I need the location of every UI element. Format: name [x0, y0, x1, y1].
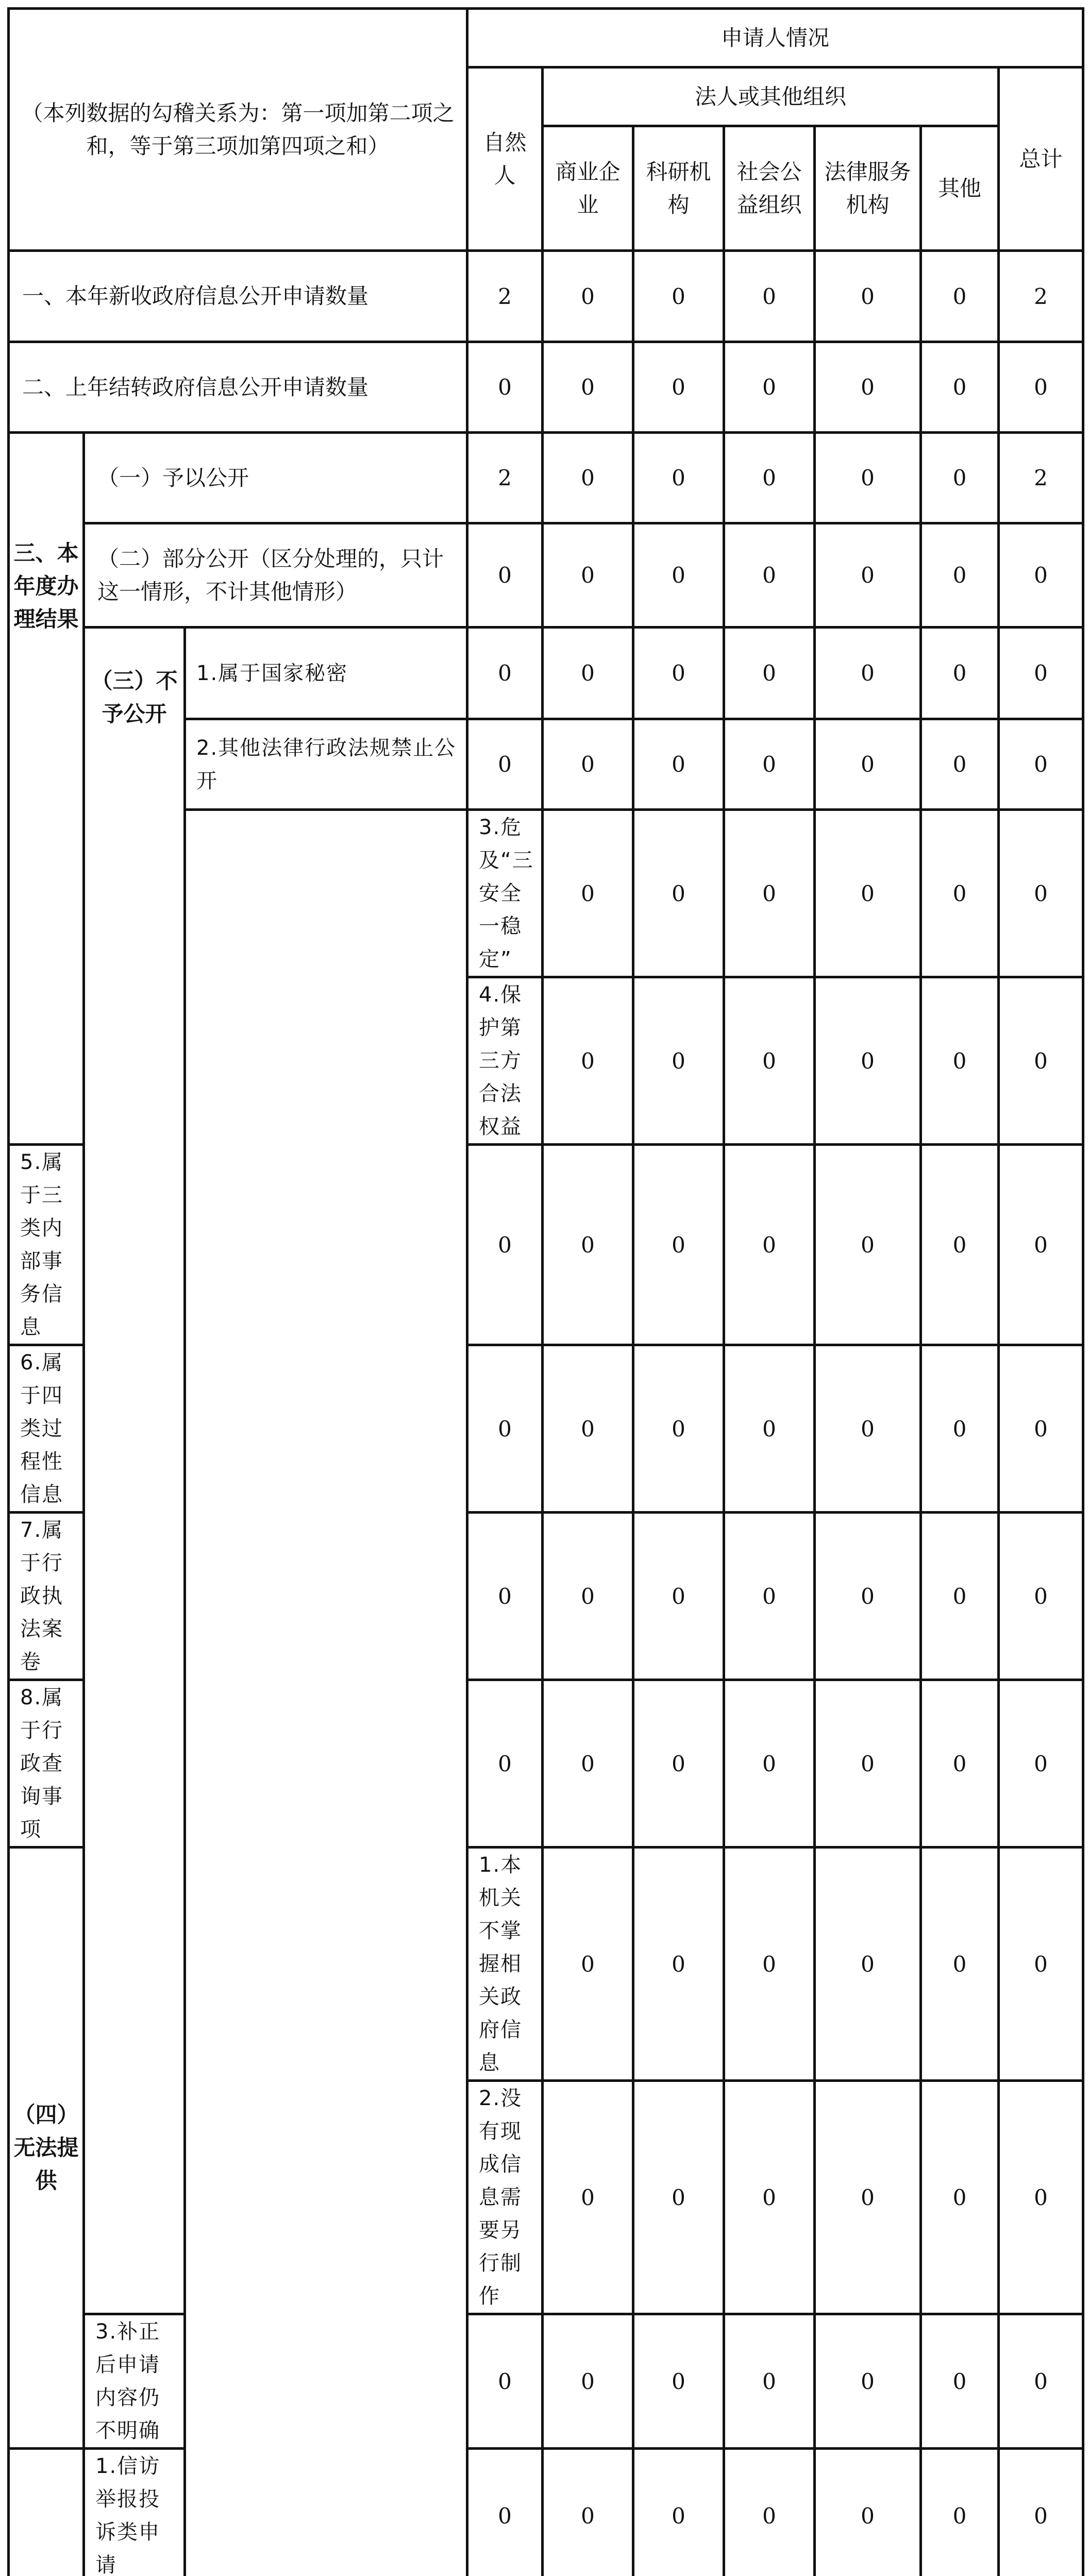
table-row [9, 2449, 1083, 2576]
value-cell: 0 [633, 2314, 724, 2449]
value-cell: 0 [724, 2449, 815, 2576]
value-cell: 0 [999, 1145, 1083, 1345]
value-cell: 0 [724, 719, 815, 810]
value-cell: 0 [999, 2449, 1083, 2576]
value-cell: 2 [467, 433, 543, 523]
row-label: 一、本年新收政府信息公开申请数量 [9, 251, 467, 342]
value-cell: 0 [921, 1848, 999, 2081]
value-cell: 0 [724, 342, 815, 433]
value-cell: 0 [724, 1345, 815, 1513]
row-label: 二、上年结转政府信息公开申请数量 [9, 342, 467, 433]
value-cell: 0 [543, 628, 633, 719]
value-cell: 0 [999, 1345, 1083, 1513]
table-row [9, 2314, 1083, 2449]
social-header: 社会公益组织 [724, 126, 815, 251]
table-row [9, 251, 1083, 342]
value-cell: 0 [543, 1680, 633, 1848]
value-cell: 0 [724, 1145, 815, 1345]
value-cell: 0 [921, 628, 999, 719]
value-cell: 0 [999, 719, 1083, 810]
legal-group-header: 法人或其他组织 [543, 67, 999, 126]
value-cell: 0 [467, 719, 543, 810]
value-cell: 0 [815, 810, 921, 977]
value-cell: 0 [467, 523, 543, 628]
value-cell: 0 [724, 433, 815, 523]
value-cell: 0 [815, 2081, 921, 2314]
value-cell: 0 [815, 2449, 921, 2576]
value-cell: 0 [724, 2314, 815, 2449]
value-cell: 0 [633, 342, 724, 433]
row-label: 2.没有现成信息需要另行制作 [467, 2081, 543, 2314]
value-cell: 0 [467, 1145, 543, 1345]
value-cell: 0 [921, 719, 999, 810]
value-cell: 0 [724, 1513, 815, 1680]
value-cell: 0 [633, 977, 724, 1145]
row-label: 6.属于四类过程性信息 [9, 1345, 84, 1513]
value-cell: 0 [921, 523, 999, 628]
value-cell: 0 [999, 2081, 1083, 2314]
row-label: 4.保护第三方合法权益 [467, 977, 543, 1145]
table-row [9, 628, 1083, 719]
row-label: 2.其他法律行政法规禁止公开 [185, 719, 467, 810]
category-4-label: （四）无法提供 [9, 1848, 84, 2449]
value-cell: 0 [815, 628, 921, 719]
value-cell: 0 [815, 1513, 921, 1680]
value-cell: 0 [467, 2449, 543, 2576]
value-cell: 0 [815, 2314, 921, 2449]
value-cell: 0 [999, 977, 1083, 1145]
value-cell: 0 [999, 1513, 1083, 1680]
natural-person-header: 自然人 [467, 67, 543, 251]
value-cell: 2 [999, 433, 1083, 523]
value-cell: 0 [543, 977, 633, 1145]
value-cell: 0 [543, 1513, 633, 1680]
row-label: （一）予以公开 [84, 433, 467, 523]
table-row [9, 433, 1083, 523]
value-cell: 0 [543, 2449, 633, 2576]
value-cell: 0 [633, 1145, 724, 1345]
value-cell: 0 [815, 977, 921, 1145]
relation-note: （本列数据的勾稽关系为：第一项加第二项之和，等于第三项加第四项之和） [9, 9, 467, 251]
value-cell: 0 [999, 342, 1083, 433]
value-cell: 0 [633, 2449, 724, 2576]
value-cell: 0 [633, 1345, 724, 1513]
category-5-label [9, 2449, 84, 2576]
value-cell: 0 [543, 342, 633, 433]
value-cell: 0 [921, 977, 999, 1145]
value-cell: 0 [724, 523, 815, 628]
value-cell: 0 [999, 1680, 1083, 1848]
value-cell: 0 [724, 2081, 815, 2314]
row-label: 7.属于行政执法案卷 [9, 1513, 84, 1680]
value-cell: 0 [633, 1513, 724, 1680]
value-cell: 0 [633, 719, 724, 810]
value-cell: 0 [921, 1513, 999, 1680]
value-cell: 0 [543, 433, 633, 523]
value-cell: 0 [467, 342, 543, 433]
value-cell: 0 [543, 1145, 633, 1345]
legal-service-header: 法律服务机构 [815, 126, 921, 251]
value-cell: 0 [815, 1345, 921, 1513]
value-cell: 0 [999, 1848, 1083, 2081]
value-cell: 0 [815, 1680, 921, 1848]
value-cell: 0 [633, 1680, 724, 1848]
value-cell: 0 [543, 2314, 633, 2449]
value-cell: 0 [999, 523, 1083, 628]
value-cell: 0 [543, 2081, 633, 2314]
row-label: 5.属于三类内部事务信息 [9, 1145, 84, 1345]
value-cell: 0 [633, 523, 724, 628]
row-label: 3.危及“三安全一稳定” [467, 810, 543, 977]
value-cell: 0 [724, 1848, 815, 2081]
value-cell: 0 [815, 523, 921, 628]
value-cell: 0 [467, 1513, 543, 1680]
row-label: （二）部分公开（区分处理的，只计这一情形，不计其他情形） [84, 523, 467, 628]
value-cell: 0 [921, 810, 999, 977]
value-cell: 0 [543, 523, 633, 628]
value-cell: 0 [543, 251, 633, 342]
value-cell: 0 [633, 433, 724, 523]
value-cell: 0 [543, 810, 633, 977]
value-cell: 0 [921, 2314, 999, 2449]
value-cell: 0 [921, 342, 999, 433]
research-header: 科研机构 [633, 126, 724, 251]
value-cell: 0 [724, 810, 815, 977]
row-label: 1.属于国家秘密 [185, 628, 467, 719]
header-row-1 [9, 9, 1083, 67]
value-cell: 0 [633, 251, 724, 342]
value-cell: 0 [999, 2314, 1083, 2449]
row-label: 1.信访举报投诉类申请 [84, 2449, 185, 2576]
value-cell: 0 [543, 719, 633, 810]
gov-info-disclosure-table [7, 7, 1084, 2576]
value-cell: 0 [724, 977, 815, 1145]
applicant-header: 申请人情况 [467, 9, 1083, 67]
value-cell: 0 [921, 1145, 999, 1345]
value-cell: 0 [921, 1345, 999, 1513]
value-cell: 2 [467, 251, 543, 342]
value-cell: 0 [633, 1848, 724, 2081]
table-row [9, 523, 1083, 628]
commercial-header: 商业企业 [543, 126, 633, 251]
other-header: 其他 [921, 126, 999, 251]
value-cell: 0 [467, 2314, 543, 2449]
value-cell: 0 [921, 2081, 999, 2314]
report-table-wrapper [7, 7, 1084, 2576]
value-cell: 0 [633, 628, 724, 719]
value-cell: 0 [999, 628, 1083, 719]
value-cell: 0 [543, 1848, 633, 2081]
value-cell: 0 [633, 2081, 724, 2314]
value-cell: 0 [724, 628, 815, 719]
value-cell: 0 [815, 1145, 921, 1345]
value-cell: 0 [921, 2449, 999, 2576]
total-header: 总计 [999, 67, 1083, 251]
value-cell: 0 [467, 1680, 543, 1848]
value-cell: 0 [921, 251, 999, 342]
value-cell: 0 [815, 251, 921, 342]
row-label: 8.属于行政查询事项 [9, 1680, 84, 1848]
value-cell: 0 [921, 1680, 999, 1848]
value-cell: 2 [999, 251, 1083, 342]
value-cell: 0 [543, 1345, 633, 1513]
value-cell: 0 [815, 1848, 921, 2081]
value-cell: 0 [815, 342, 921, 433]
value-cell: 0 [999, 810, 1083, 977]
category-3-label: （三）不予公开 [84, 628, 185, 2314]
value-cell: 0 [815, 433, 921, 523]
value-cell: 0 [724, 251, 815, 342]
row-label: 1.本机关不掌握相关政府信息 [467, 1848, 543, 2081]
value-cell: 0 [467, 628, 543, 719]
value-cell: 0 [724, 1680, 815, 1848]
value-cell: 0 [467, 1345, 543, 1513]
value-cell: 0 [815, 719, 921, 810]
section-3-continuation [185, 810, 467, 2576]
row-label: 3.补正后申请内容仍不明确 [84, 2314, 185, 2449]
value-cell: 0 [921, 433, 999, 523]
value-cell: 0 [633, 810, 724, 977]
section-3-label: 三、本年度办理结果 [9, 433, 84, 1145]
table-row [9, 342, 1083, 433]
